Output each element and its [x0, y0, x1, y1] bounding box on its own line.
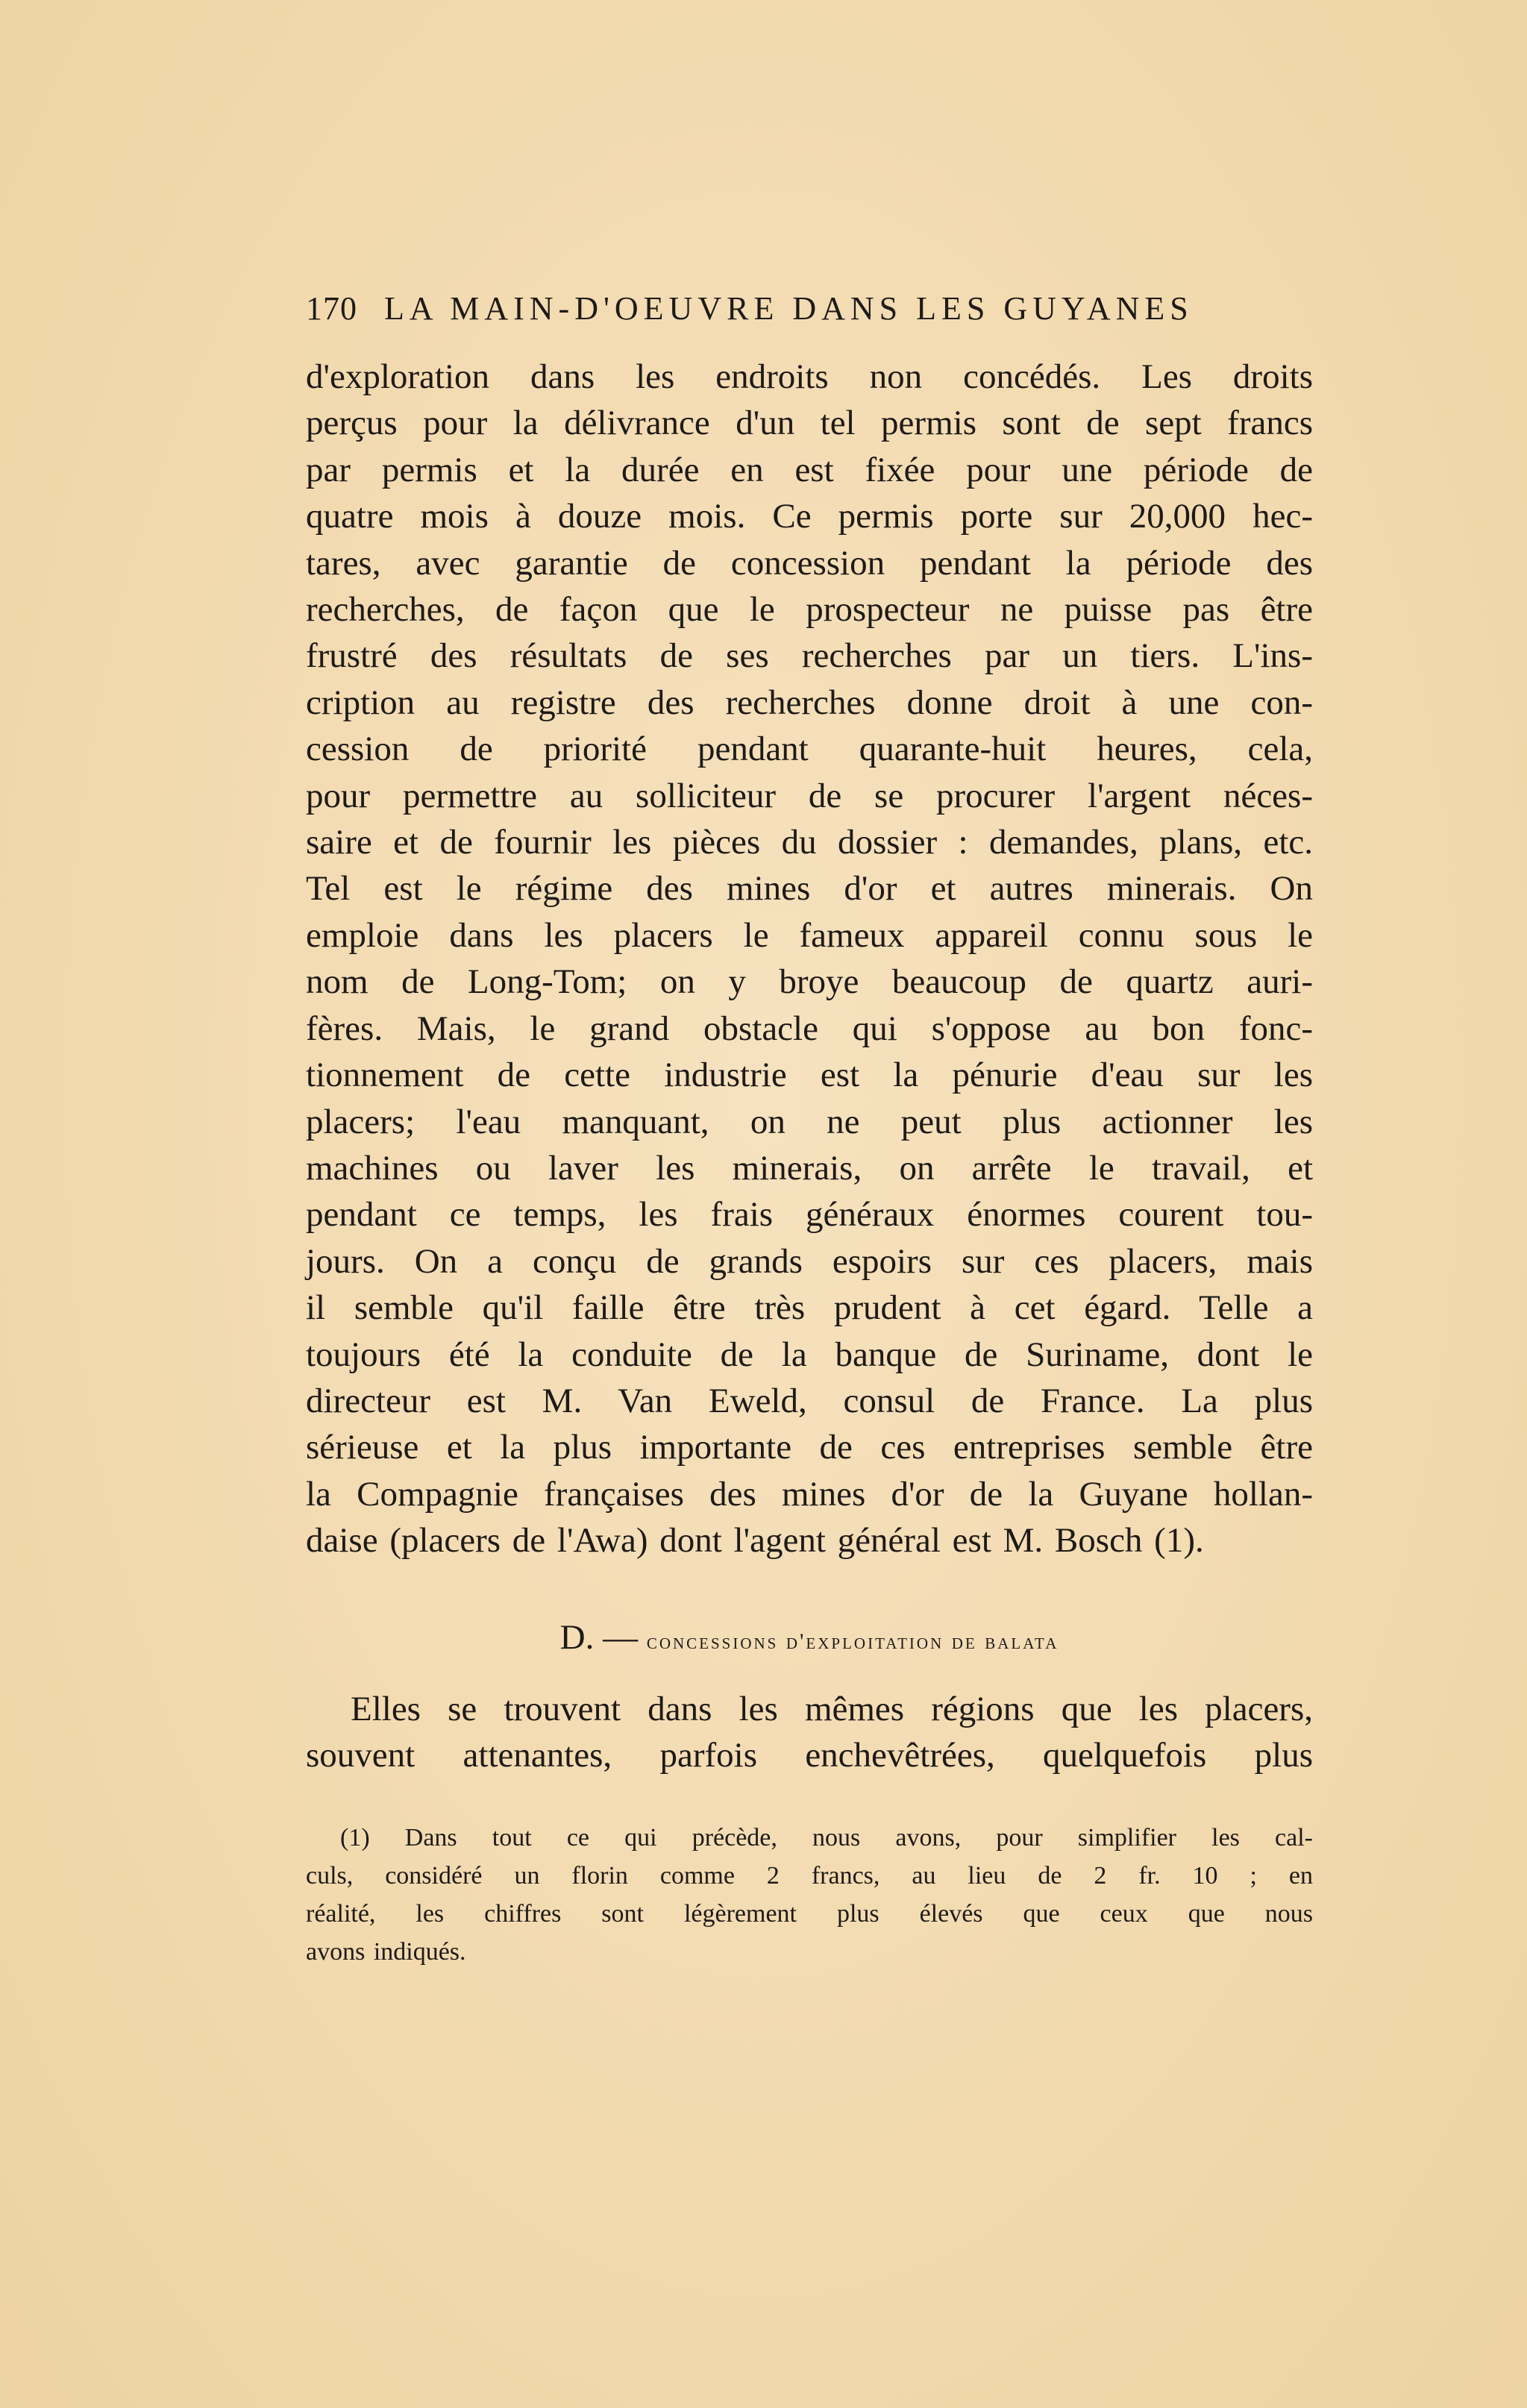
text-line: placers; l'eau manquant, on ne peut plus actionner les	[306, 1102, 1313, 1141]
text-line: pour permettre au solliciteur de se procurer l'argent néces-	[306, 776, 1313, 815]
text-line: perçus pour la délivrance d'un tel permis sont de sept francs	[306, 404, 1313, 443]
body-paragraph	[306, 354, 1313, 1564]
text-line: sérieuse et la plus importante de ces entreprises semble être	[306, 1428, 1313, 1467]
footnote-line: réalité, les chiffres sont légèrement plus élevés que ceux que nous	[306, 1900, 1313, 1928]
text-line: nom de Long-Tom; on y broye beaucoup de quartz auri-	[306, 962, 1313, 1002]
text-line: d'exploration dans les endroits non concédés. Les droits	[306, 357, 1313, 396]
text-line: il semble qu'il faille être très prudent à cet égard. Telle a	[306, 1288, 1313, 1328]
text-line: pendant ce temps, les frais généraux énormes courent tou-	[306, 1195, 1313, 1235]
text-line: saire et de fournir les pièces du dossier : demandes, plans, etc.	[306, 823, 1313, 862]
footnote-line: avons indiqués.	[306, 1938, 466, 1966]
text-line: cession de priorité pendant quarante-huit heures, cela,	[306, 730, 1313, 769]
text-line: recherches, de façon que le prospecteur ne puisse pas être	[306, 590, 1313, 630]
footnote-line: culs, considéré un florin comme 2 francs, au lieu de 2 fr. 10 ; en	[306, 1862, 1313, 1890]
running-head	[306, 289, 1231, 327]
text-line: cription au registre des recherches donne droit à une con-	[306, 683, 1313, 722]
text-line: tares, avec garantie de concession pendant la période des	[306, 543, 1313, 583]
text-line: Tel est le régime des mines d'or et autres minerais. On	[306, 869, 1313, 909]
text-line: la Compagnie françaises des mines d'or de la Guyane hollan-	[306, 1474, 1313, 1514]
section-paragraph	[306, 1686, 1313, 1778]
text-line: directeur est M. Van Eweld, consul de France. La plus	[306, 1381, 1313, 1420]
text-line: emploie dans les placers le fameux appareil connu sous le	[306, 915, 1313, 955]
text-line: jours. On a conçu de grands espoirs sur ces placers, mais	[306, 1241, 1313, 1281]
text-line: par permis et la durée en est fixée pour une période de	[306, 450, 1313, 489]
text-line: daise (placers de l'Awa) dont l'agent général est M. Bosch (1).	[306, 1521, 1204, 1561]
text-line: toujours été la conduite de la banque de Suriname, dont le	[306, 1335, 1313, 1374]
running-title: LA MAIN-D'OEUVRE DANS LES GUYANES	[384, 290, 1194, 327]
footnote	[306, 1819, 1313, 1971]
section-dash: —	[603, 1618, 639, 1657]
page-number: 170	[306, 290, 357, 327]
section-letter: D.	[559, 1618, 595, 1657]
text-line: souvent attenantes, parfois enchevêtrées, quelquefois plus	[306, 1736, 1313, 1775]
text-line: quatre mois à douze mois. Ce permis porte sur 20,000 hec-	[306, 497, 1313, 536]
text-line: frustré des résultats de ses recherches par un tiers. L'ins-	[306, 636, 1313, 676]
text-line: Elles se trouvent dans les mêmes régions que les placers,	[351, 1690, 1313, 1728]
section-heading	[306, 1617, 1313, 1658]
section-title: concessions d'exploitation de balata	[646, 1629, 1059, 1654]
footnote-line: (1) Dans tout ce qui précède, nous avons, pour simplifier les cal-	[340, 1824, 1313, 1852]
text-line: fères. Mais, le grand obstacle qui s'oppose au bon fonc-	[306, 1009, 1313, 1048]
text-line: tionnement de cette industrie est la pénurie d'eau sur les	[306, 1056, 1313, 1095]
text-line: machines ou laver les minerais, on arrête le travail, et	[306, 1148, 1313, 1188]
